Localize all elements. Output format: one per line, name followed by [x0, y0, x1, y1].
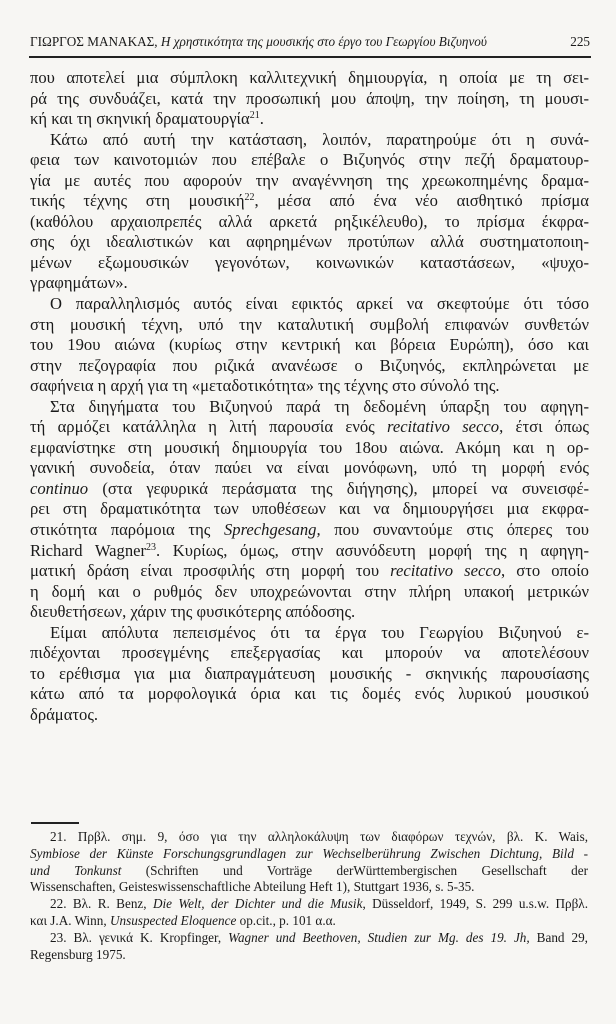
text-line: [30, 130, 589, 151]
text-run: Band 29,: [529, 929, 588, 945]
text-line: [30, 705, 589, 726]
footnotes: [30, 829, 588, 963]
footnote-line: [30, 863, 588, 880]
text-line: [30, 664, 589, 685]
italic-text: und Tonkunst: [30, 862, 122, 878]
italic-text: Symbiose der Künste Forschungsgrundlagen zur Wechselberührung Zwischen Dichtung, Bild -: [30, 845, 588, 861]
text-run: σης όχι ιδεαλιστικών και αφηρημένων προτύπων αλλά συστηματοποιη-: [30, 232, 589, 252]
text-line: [30, 479, 589, 500]
header-title: Η χρηστικότητα της μουσικής στο έργο του Γεωργίου Βιζυηνού: [160, 34, 487, 49]
text-run: .: [259, 109, 264, 129]
italic-text: recitativo secco: [386, 417, 500, 437]
text-run: διευθετήσεων, χάριν της φυσικότερης απόδοσης.: [30, 602, 356, 622]
text-run: (Schriften und Vorträge derWürttembergischen Gesellschaft der: [121, 862, 588, 878]
text-line: [30, 643, 589, 664]
text-run: ρει στη δραματικότητα των υποθέσεων και να δημιουργήσει μια εκφρα-: [30, 499, 589, 519]
text-run: που αποτελεί μια σύμπλοκη καλλιτεχνική δημιουργία, η οποία με τη σει-: [30, 68, 589, 87]
footnote-separator: [31, 822, 79, 824]
text-run: Είμαι απόλυτα πεπεισμένος ότι τα έργα του Γεωργίου Βιζυηνού ε-: [50, 622, 589, 642]
text-run: φεια των καινοτομιών που επέβαλε ο Βιζυηνός στην πεζή δραματουρ-: [30, 150, 589, 170]
italic-text: continuo: [30, 478, 89, 498]
text-run: κάτω από τα μορφολογικά όρια και τις δομές ενός λυρικού μουσικού: [30, 684, 589, 704]
text-run: ρά της συνδυάζει, κατά την προσωπική μου άποψη, την ποίηση, τη μουσι-: [30, 88, 589, 108]
text-run: . Κυρίως, όμως, στην ασυνόδευτη μορφή της η αφηγη-: [156, 540, 589, 560]
header-author: ΓΙΩΡΓΟΣ ΜΑΝΑΚΑΣ,: [30, 34, 158, 49]
footnote-reference: 21: [249, 110, 260, 122]
text-line: [30, 68, 589, 89]
text-line: [30, 89, 589, 110]
text-run: τικής τέχνης στη μουσική: [30, 191, 245, 211]
text-line: [30, 253, 589, 274]
text-line: [30, 417, 589, 438]
italic-text: recitativo secco: [390, 561, 502, 581]
text-line: [30, 458, 589, 479]
text-line: [30, 171, 589, 192]
text-run: 23. Βλ. γενικά K. Kropfinger,: [50, 929, 229, 945]
text-run: γία με αυτές που αφορούν την αναγέννηση της χρεωκοπημένης δραμα-: [30, 170, 589, 190]
text-line: [30, 602, 589, 623]
text-run: Richard Wagner: [30, 540, 147, 560]
text-run: δράματος.: [30, 704, 99, 724]
text-line: [30, 499, 589, 520]
text-line: [30, 397, 589, 418]
text-line: [30, 150, 589, 171]
footnote-line: [30, 846, 588, 863]
text-line: [30, 335, 589, 356]
footnote-line: [30, 930, 588, 947]
text-run: Ο παραλληλισμός αυτός είναι εφικτός αρκεί να σκεφτούμε ότι τόσο: [50, 294, 589, 314]
text-run: μένων εξωμουσικών γεγονότων, κοινωνικών καταστάσεων, «ψυχο-: [30, 252, 589, 272]
text-line: [30, 294, 589, 315]
text-line: [30, 315, 589, 336]
text-run: του 19ου αιώνα (κυρίως στην κεντρική και βόρεια Ευρώπη), όσο και: [30, 335, 589, 355]
text-run: και J.A. Winn,: [30, 912, 110, 928]
text-run: στικότητα παρόμοια της: [30, 520, 224, 540]
running-header: [30, 34, 590, 50]
footnote-line: [30, 913, 588, 930]
text-line: [30, 623, 589, 644]
text-run: (καθόλου αρχαιοπρεπές αλλά αρκετά ρηξικέλευθο), το πρίσμα έκφρα-: [30, 211, 589, 231]
header-rule: [29, 56, 591, 58]
text-run: op.cit., p. 101 α.α.: [236, 912, 336, 928]
text-run: κή και τη σκηνική δραματουργία: [30, 109, 250, 129]
text-run: τή αρμόζει κατάλληλα η λιτή παρουσία ενός: [30, 417, 387, 437]
footnote-reference: 23: [146, 541, 157, 553]
text-run: πιδέχονται προσεγμένης επεξεργασίας και μπορούν να αποτελέσουν: [30, 643, 589, 663]
italic-text: Die Welt, der Dichter und die Musik: [152, 896, 363, 912]
text-line: [30, 541, 589, 562]
text-run: Regensburg 1975.: [30, 946, 126, 962]
text-run: η δομή και ο ρυθμός δεν υποχρεώνονται στην πλήρη υπακοή μετρικών: [30, 581, 589, 601]
text-line: [30, 561, 589, 582]
text-run: , έτσι όπως: [499, 417, 589, 437]
italic-text: Unsuspected Eloquence: [109, 912, 237, 928]
text-run: Στα διηγήματα του Βιζυηνού παρά τη δεδομένη ύπαρξη του αφηγη-: [50, 396, 589, 416]
text-run: γανική συνοδεία, όταν παύει να είναι μονόφωνη, υπό τη μορφή ενός: [30, 458, 589, 478]
text-run: σαφήνεια η αρχή για τη «μεταδοτικότητα» της τέχνης στο σύνολό της.: [30, 376, 500, 396]
text-line: [30, 582, 589, 603]
text-line: [30, 109, 589, 130]
text-line: [30, 212, 589, 233]
text-run: , στο οποίο: [501, 561, 589, 581]
text-line: [30, 356, 589, 377]
text-run: γραφημάτων».: [30, 273, 128, 293]
footnote-line: [30, 879, 588, 896]
italic-text: Wagner und Beethoven, Studien zur Mg. des 19. Jh,: [228, 929, 530, 945]
text-run: , Düsseldorf, 1949, S. 299 u.s.w. Πρβλ.: [362, 896, 588, 912]
italic-text: Sprechgesang,: [223, 520, 321, 540]
text-run: το ερέθισμα για μια διαπραγμάτευση μουσικής - σκηνικής παρουσίασης: [30, 663, 589, 683]
footnote-line: [30, 896, 588, 913]
text-run: στη μουσική τέχνη, υπό την καταλυτική συμβολή επιφανών συνθετών: [30, 314, 589, 334]
text-line: [30, 438, 589, 459]
text-run: 21. Πρβλ. σημ. 9, όσο για την αλληλοκάλυψη των διαφόρων τεχνών, βλ. K. Wais,: [50, 829, 588, 844]
body-text: [30, 68, 589, 726]
text-run: Wissenschaften, Geisteswissenschaftliche Abteilung Heft 1), Stuttgart 1936, s. 5-35.: [30, 879, 475, 895]
text-run: που συναντούμε στις όπερες του: [320, 520, 589, 540]
text-line: [30, 273, 589, 294]
text-line: [30, 232, 589, 253]
text-line: [30, 520, 589, 541]
text-run: (στα γεφυρικά περάσματα της διήγησης), μπορεί να συνεισφέ-: [88, 478, 589, 498]
text-run: εμφανίστηκε στη μουσική δημιουργία του 18ου αιώνα. Ακόμη και η ορ-: [30, 437, 589, 457]
footnote-reference: 22: [244, 192, 255, 204]
text-run: στην πεζογραφία που ριζικά ανανέωσε ο Βιζυηνός, εκπληρώνεται με: [30, 355, 589, 375]
text-run: 22. Βλ. R. Benz,: [50, 896, 153, 912]
footnote-line: [30, 947, 588, 964]
text-line: [30, 191, 589, 212]
text-run: , μέσα από ένα νέο αισθητικό πρίσμα: [254, 191, 589, 211]
text-line: [30, 376, 589, 397]
footnote-line: [30, 829, 588, 846]
header-citation: [30, 34, 487, 50]
text-run: Κάτω από αυτή την κατάσταση, λοιπόν, παρατηρούμε ότι η συνά-: [50, 129, 589, 149]
page-number: 225: [570, 34, 590, 49]
text-run: ματική δράση είναι προσφιλής στη μορφή του: [30, 561, 391, 581]
text-line: [30, 684, 589, 705]
